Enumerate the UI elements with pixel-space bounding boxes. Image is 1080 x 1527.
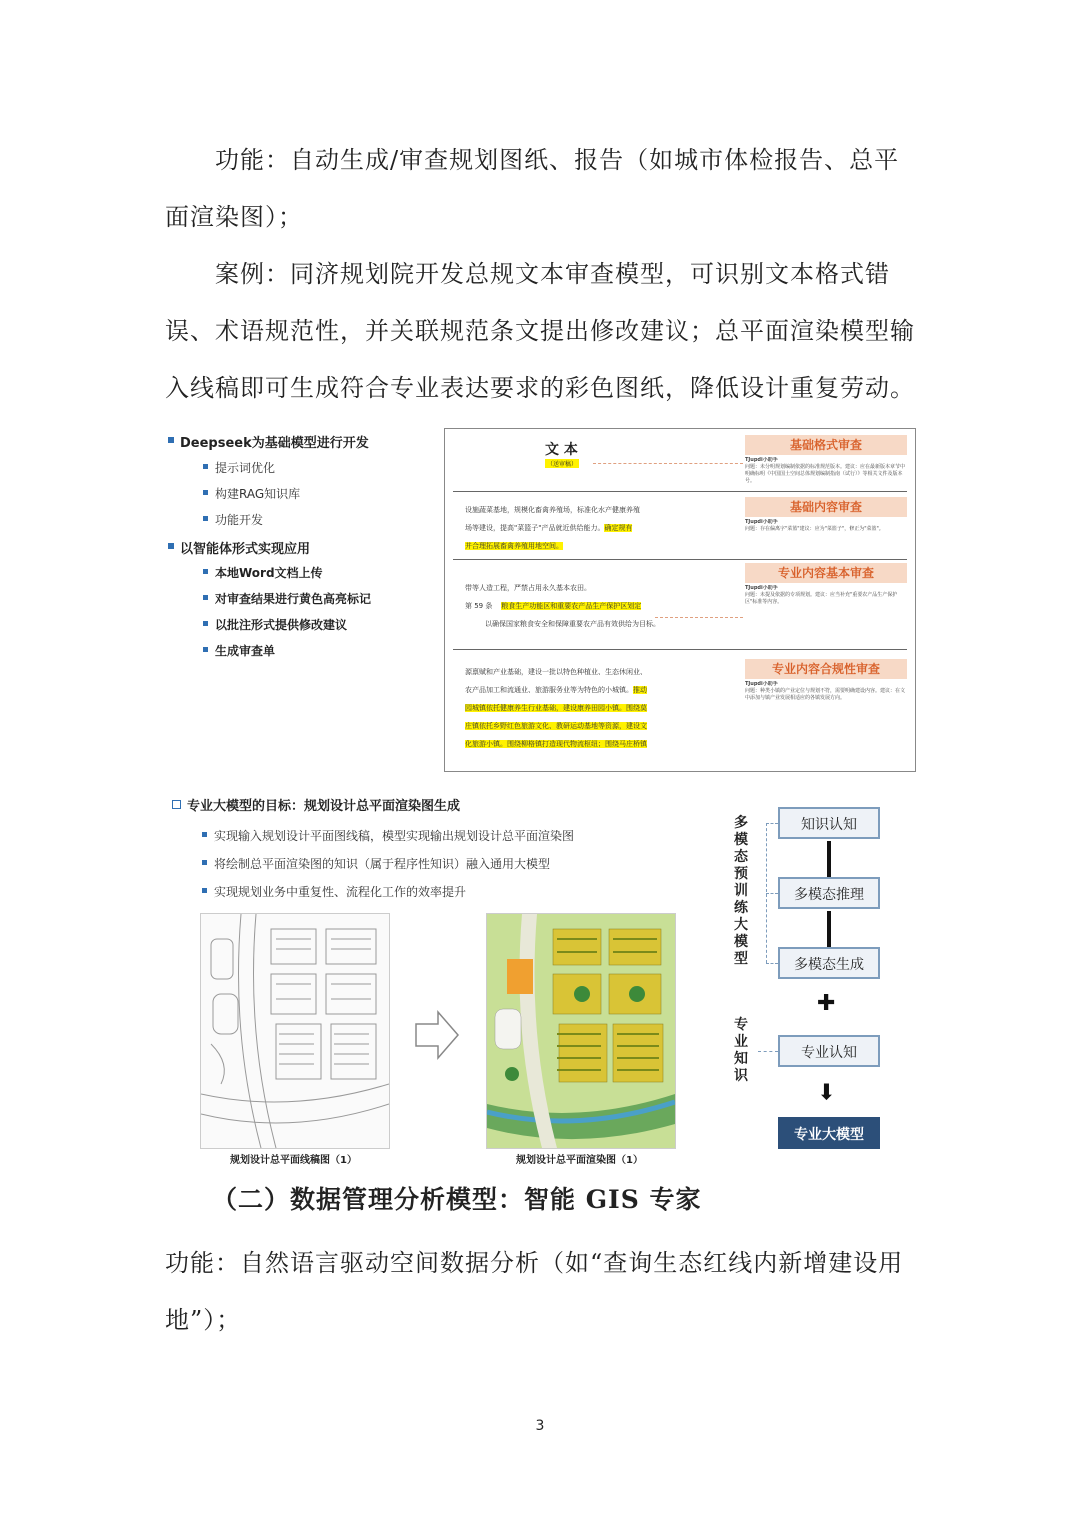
section-heading-gis: （二）数据管理分析模型：智能 GIS 专家 [212, 1185, 702, 1214]
doc-line [465, 597, 735, 615]
bullet-l2: 提示词优化 [215, 461, 276, 475]
paragraph-case: 案例：同济规划院开发总规文本审查模型，可识别文本格式错误、术语规范性，并关联规范条文提出修改建议；总平面渲染模型输入线稿即可生成符合专业表达要求的彩色图纸，降低设计重复劳动。 [165, 260, 915, 402]
review-label-content: 基础内容审查 [745, 497, 907, 517]
highlighted-text: 确定规有 [604, 524, 633, 532]
bullet-l1: 以智能体形式实现应用 [180, 538, 310, 557]
bullet-l2: 本地Word文档上传 [215, 566, 323, 580]
figure-rendering-model [172, 795, 922, 1167]
review-comment [745, 681, 907, 709]
doc-title: 文 本 [545, 442, 578, 458]
section-divider [453, 559, 907, 560]
doc-line [465, 537, 735, 555]
figure2-title [172, 795, 460, 814]
review-document-screenshot [444, 428, 916, 772]
figure2-bullet: 将绘制总平面渲染图的知识（属于程序性知识）融入通用大模型 [214, 857, 551, 871]
dashed-connector [766, 893, 778, 894]
comment-head: TJupdi小助手 [745, 681, 778, 687]
comment-text: 问题：未提及依据的专项规划。建议：应当补充"重要农产品生产保护区"标准等内容。 [745, 592, 898, 605]
page-number: 3 [535, 1418, 545, 1434]
box-professional-model: 专业大模型 [778, 1117, 880, 1149]
doc-line: 带等人造工程，严禁占用永久基本农田。 [465, 584, 591, 592]
doc-line [465, 735, 735, 753]
doc-line-text: 场等建设，提高"菜篮子"产品就近供给能力。 [465, 524, 605, 532]
bullet-l2: 构建RAG知识库 [215, 487, 301, 501]
doc-text-block [465, 501, 735, 555]
dashed-connector [766, 823, 778, 824]
figure2-title-text: 专业大模型的目标：规划设计总平面渲染图生成 [187, 799, 461, 814]
flow-line [827, 841, 831, 877]
comment-text: 问题：存在偏离字"菜篮"建议：应为"菜篮子"，修正为"菜篮"。 [745, 526, 884, 532]
doc-text-block [465, 579, 735, 633]
doc-line-text: 农产品加工和流通业、旅游服务业等为特色的小城镇。 [465, 686, 633, 694]
doc-line: 源禀赋和产业基础，建设一批以特色种植业、生态休闲业、 [465, 668, 647, 676]
dashed-connector [766, 963, 778, 964]
highlighted-text: 并合理拓展畜禽养殖用地空间。 [465, 542, 563, 550]
line-sketch-drawing [201, 914, 389, 1148]
highlighted-text: 园城镇依托健康养生行业基础，建设康养田园小镇。围绕莫 [465, 704, 647, 712]
dashed-connector [758, 1051, 778, 1052]
comment-head: TJupdi小助手 [745, 519, 778, 525]
box-professional-cognition: 专业认知 [778, 1035, 880, 1067]
review-comment [745, 519, 907, 543]
right-arrow-icon [414, 1010, 460, 1060]
bullet-l1: Deepseek为基础模型进行开发 [180, 432, 369, 451]
highlighted-text: 推动 [633, 686, 647, 694]
comment-connector [655, 617, 743, 618]
doc-line [465, 717, 735, 735]
square-bullet-icon [172, 800, 181, 809]
comment-head: TJupdi小助手 [745, 457, 778, 463]
review-comment [745, 457, 907, 485]
figure2-bullet: 实现规划业务中重复性、流程化工作的效率提升 [214, 885, 467, 899]
bullet-l2: 对审查结果进行黄色高亮标记 [215, 592, 372, 606]
review-label-professional-basic: 专业内容基本审查 [745, 563, 907, 583]
bullet-l2: 以批注形式提供修改建议 [215, 618, 348, 632]
doc-text-block [465, 663, 735, 753]
figure2-bullet: 实现输入规划设计平面图线稿，模型实现输出规划设计总平面渲染图 [214, 829, 575, 843]
bullet-l2: 功能开发 [215, 513, 264, 527]
box-knowledge-cognition: 知识认知 [778, 807, 880, 839]
box-multimodal-reasoning: 多模态推理 [778, 877, 880, 909]
paragraph-function: 功能：自动生成/审查规划图纸、报告（如城市体检报告、总平面渲染图）； [165, 146, 900, 231]
highlighted-text: 粮食生产功能区和重要农产品生产保护区划定 [501, 602, 642, 610]
caption-line-sketch: 规划设计总平面线稿图（1） [230, 1155, 357, 1166]
doc-title-tag: （送审稿） [547, 461, 578, 468]
comment-connector [593, 463, 743, 464]
line-sketch-map [200, 913, 390, 1149]
doc-line: 设施蔬菜基地，规模化畜禽养殖场，标准化水产健康养殖 [465, 506, 640, 514]
vertical-label-multimodal: 多模态预训练大模型 [734, 815, 748, 967]
down-arrow-icon: ➡ [813, 1082, 839, 1101]
paragraph-gis-function: 功能：自然语言驱动空间数据分析（如“查询生态红线内新增建设用地”）； [165, 1249, 904, 1334]
comment-text: 问题：未分明规划编制依据的标准规范版本。建议：应在最新版本章节中明确标明《中国国土空间总体规划编制指南（试行）》等相关文件及版本号。 [745, 464, 906, 484]
section-divider [453, 649, 907, 650]
vertical-label-professional-knowledge: 专业知识 [734, 1017, 748, 1084]
figure-review-model [170, 422, 920, 774]
comment-head: TJupdi小助手 [745, 585, 778, 591]
review-label-compliance: 专业内容合规性审查 [745, 659, 907, 679]
highlighted-text: 庄镇依托乡野红色旅游文化、教研运动基地等资源，建设文 [465, 722, 647, 730]
rendered-plan-map [486, 913, 676, 1149]
doc-line [465, 699, 735, 717]
doc-article-number: 第 59 条 [465, 602, 493, 610]
review-comment [745, 585, 907, 607]
rendered-plan-drawing [487, 914, 675, 1148]
doc-line [465, 519, 735, 537]
box-multimodal-generation: 多模态生成 [778, 947, 880, 979]
flow-line [827, 911, 831, 947]
section-divider [453, 491, 907, 492]
doc-line: 以确保国家粮食安全和保障重要农产品有效供给为目标。 [485, 620, 660, 628]
review-label-format: 基础格式审查 [745, 435, 907, 455]
doc-line [465, 681, 735, 699]
comment-text: 问题：种类小镇的产业定位与规划不符，需要明确建设内容。建议：在文中添加与镇产业发展相适应的各镇发展方向。 [745, 688, 906, 701]
plus-icon: ✚ [817, 991, 836, 1016]
highlighted-text: 化旅游小镇。围绕柳格镇打造现代物流枢纽；围绕马庄桥镇 [465, 740, 647, 748]
bullet-l2: 生成审查单 [215, 644, 276, 658]
caption-rendered-plan: 规划设计总平面渲染图（1） [516, 1155, 643, 1166]
